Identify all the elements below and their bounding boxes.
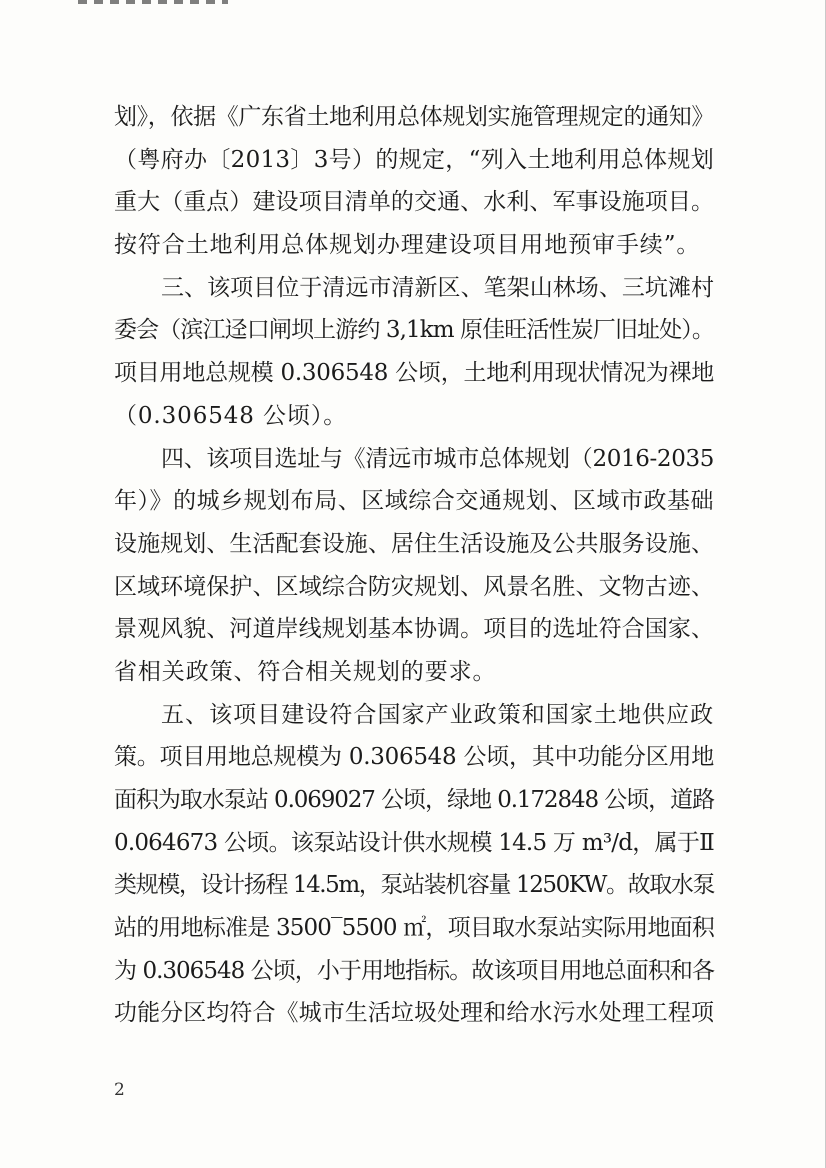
text-line: （粤府办〔2013〕3号）的规定，“列入土地利用总体规划 bbox=[114, 146, 714, 173]
text-line: 五、该项目建设符合国家产业政策和国家土地供应政 bbox=[161, 701, 714, 728]
text-line: 类规模，设计扬程 14.5m，泵站装机容量 1250KW。故取水泵 bbox=[114, 872, 714, 899]
document-body bbox=[114, 96, 714, 1035]
text-line: 委会（滨江迳口闸坝上游约 3,1km 原佳旺活性炭厂旧址处）。 bbox=[114, 317, 714, 344]
text-line: 策。项目用地总规模为 0.306548 公顷，其中功能分区用地 bbox=[114, 744, 714, 771]
scan-artifact-mark bbox=[78, 0, 228, 4]
text-line: 项目用地总规模 0.306548 公顷，土地利用现状情况为裸地 bbox=[114, 360, 714, 387]
text-line: 划》，依据《广东省土地利用总体规划实施管理规定的通知》 bbox=[114, 104, 714, 130]
page-number: 2 bbox=[114, 1080, 125, 1100]
text-line: 按符合土地利用总体规划办理建设项目用地预审手续”。 bbox=[114, 232, 701, 259]
text-line: 0.064673 公顷。该泵站设计供水规模 14.5 万 m³/d，属于Ⅱ bbox=[114, 829, 714, 856]
text-line: 站的用地标准是 3500‾5500 ㎡，项目取水泵站实际用地面积 bbox=[114, 915, 714, 942]
text-line: 面积为取水泵站 0.069027 公顷，绿地 0.172848 公顷，道路 bbox=[114, 787, 714, 813]
text-line: （0.306548 公顷）。 bbox=[114, 402, 348, 429]
text-line: 设施规划、生活配套设施、居住生活设施及公共服务设施、 bbox=[114, 530, 714, 557]
text-line: 功能分区均符合《城市生活垃圾处理和给水污水处理工程项 bbox=[114, 1000, 714, 1027]
text-line: 景观风貌、河道岸线规划基本协调。项目的选址符合国家、 bbox=[114, 616, 714, 643]
text-line: 为 0.306548 公顷，小于用地指标。故该项目用地总面积和各 bbox=[114, 957, 714, 984]
text-line: 重大（重点）建设项目清单的交通、水利、军事设施项目。 bbox=[114, 189, 714, 216]
text-line: 四、该项目选址与《清远市城市总体规划（2016-2035 bbox=[161, 445, 714, 472]
text-line: 省相关政策、符合相关规划的要求。 bbox=[114, 658, 497, 685]
text-line: 区域环境保护、区域综合防灾规划、风景名胜、文物古迹、 bbox=[114, 573, 714, 600]
text-line: 三、该项目位于清远市清新区、笔架山林场、三坑滩村 bbox=[161, 274, 714, 301]
text-line: 年）》的城乡规划布局、区域综合交通规划、区域市政基础 bbox=[114, 488, 714, 515]
